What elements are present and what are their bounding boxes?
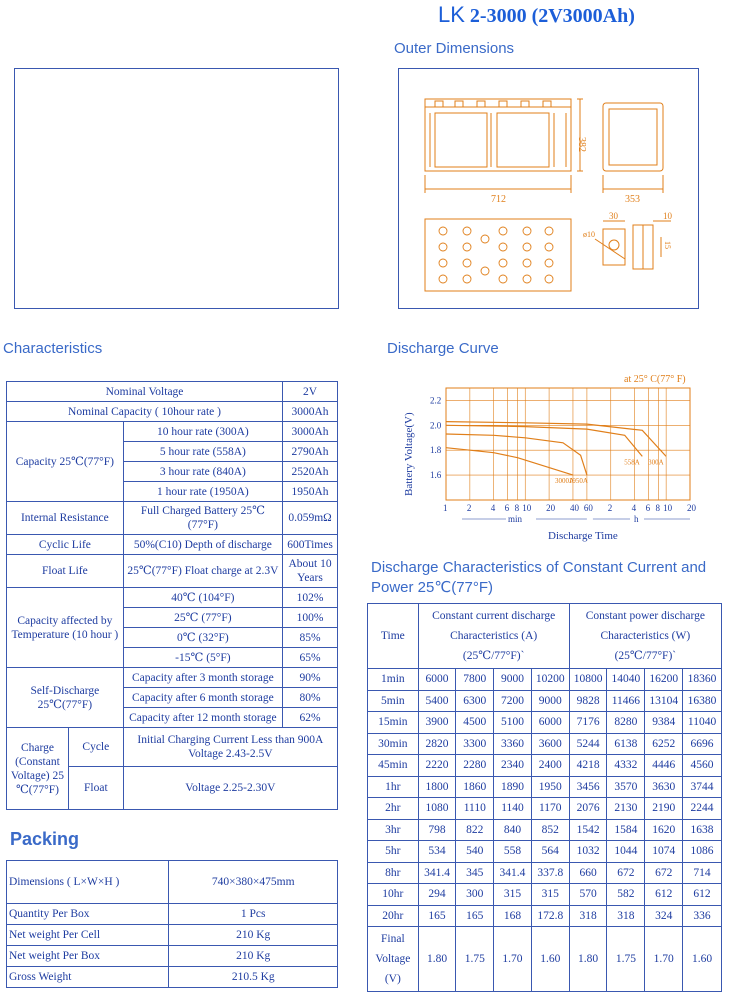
value-cell: 9000 — [531, 690, 569, 712]
value-cell: 1074 — [645, 841, 683, 863]
table-row — [7, 382, 338, 402]
table-row — [7, 946, 338, 967]
self-discharge-label: Self-Discharge 25℃(77°F) — [7, 668, 124, 728]
value-cell: 1584 — [607, 819, 645, 841]
final-voltage-value: 1.80 — [418, 927, 456, 992]
value-cell: 3570 — [607, 776, 645, 798]
packing-value: 740×380×475mm — [169, 861, 338, 904]
time-cell: 20hr — [368, 905, 419, 927]
dimension-drawing — [398, 68, 699, 309]
length-dim-label: 712 — [491, 194, 506, 205]
final-voltage-value: 1.75 — [607, 927, 645, 992]
y-tick-label: 2.2 — [430, 395, 442, 406]
value-cell: 6696 — [683, 733, 722, 755]
value-cell: 318 — [569, 905, 607, 927]
final-voltage-row — [368, 927, 722, 992]
value-cell: 2076 — [569, 798, 607, 820]
value-cell: 582 — [607, 884, 645, 906]
value-cell: 1086 — [683, 841, 722, 863]
value-cell: 2400 — [531, 755, 569, 777]
self-discharge-value: 62% — [283, 708, 338, 728]
x-tick-label: 10 — [663, 503, 673, 513]
value-cell: 558 — [494, 841, 532, 863]
value-cell: 1110 — [456, 798, 494, 820]
float-life-label: Float Life — [7, 555, 124, 588]
table-row — [7, 967, 338, 988]
table-row — [368, 776, 722, 798]
value-cell: 14040 — [607, 669, 645, 691]
temperature-value: 100% — [283, 608, 338, 628]
temperature-cond: 25℃ (77°F) — [123, 608, 282, 628]
table-row — [368, 712, 722, 734]
value-cell: 4332 — [607, 755, 645, 777]
series-line-3000A — [446, 448, 573, 475]
table-row — [368, 733, 722, 755]
capacity-value: 2790Ah — [283, 442, 338, 462]
x-axis-label: Discharge Time — [548, 530, 618, 542]
value-cell: 534 — [418, 841, 456, 863]
terminal-dim-30: 30 — [609, 211, 618, 221]
terminal-dim-10: 10 — [663, 211, 672, 221]
temperature-cond: 40℃ (104°F) — [123, 588, 282, 608]
x-tick-label: 2 — [466, 503, 472, 513]
self-discharge-cond: Capacity after 12 month storage — [123, 708, 282, 728]
final-voltage-value: 1.70 — [494, 927, 532, 992]
packing-label: Net weight Per Cell — [7, 925, 169, 946]
value-cell: 1620 — [645, 819, 683, 841]
time-cell: 8hr — [368, 862, 419, 884]
x-tick-label: 2 — [607, 503, 613, 513]
value-cell: 5400 — [418, 690, 456, 712]
table-row — [368, 905, 722, 927]
value-cell: 341.4 — [494, 862, 532, 884]
x-tick-label: 6 — [504, 503, 510, 513]
series-label: 3000A — [554, 477, 575, 486]
capacity-rate: 1 hour rate (1950A) — [123, 482, 282, 502]
x-tick-label: 10 — [522, 503, 532, 513]
cycle-life-cond: 50%(C10) Depth of discharge — [123, 535, 282, 555]
final-voltage-value: 1.60 — [683, 927, 722, 992]
value-cell: 798 — [418, 819, 456, 841]
table-row — [7, 668, 338, 688]
table-row — [7, 588, 338, 608]
x-tick-label: 8 — [655, 503, 660, 513]
time-cell: 5hr — [368, 841, 419, 863]
value-cell: 6300 — [456, 690, 494, 712]
capacity-rate: 5 hour rate (558A) — [123, 442, 282, 462]
value-cell: 345 — [456, 862, 494, 884]
capacity-value: 2520Ah — [283, 462, 338, 482]
value-cell: 18360 — [683, 669, 722, 691]
x-tick-label: 8 — [514, 503, 520, 513]
value-cell: 172.8 — [531, 905, 569, 927]
final-voltage-value: 1.80 — [569, 927, 607, 992]
time-cell: 15min — [368, 712, 419, 734]
value-cell: 2244 — [683, 798, 722, 820]
charge-label: Charge (Constant Voltage) 25 ℃(77°F) — [7, 728, 69, 810]
cycle-life-label: Cyclic Life — [7, 535, 124, 555]
time-header: Time — [368, 604, 419, 669]
value-cell: 5100 — [494, 712, 532, 734]
value-cell: 315 — [494, 884, 532, 906]
nominal-capacity-value: 3000Ah — [283, 402, 338, 422]
value-cell: 564 — [531, 841, 569, 863]
time-cell: 10hr — [368, 884, 419, 906]
discharge-characteristics-heading: Discharge Characteristics of Constant Current and Power 25℃(77°F) — [371, 559, 707, 596]
temperature-value: 85% — [283, 628, 338, 648]
packing-heading: Packing — [10, 829, 80, 849]
packing-value: 210.5 Kg — [169, 967, 338, 988]
temperature-value: 65% — [283, 648, 338, 668]
table-row — [368, 669, 722, 691]
value-cell: 10800 — [569, 669, 607, 691]
value-cell: 7200 — [494, 690, 532, 712]
value-cell: 6138 — [607, 733, 645, 755]
value-cell: 2820 — [418, 733, 456, 755]
height-dim-label: 382 — [576, 137, 587, 152]
float-life-cond: 25℃(77°F) Float charge at 2.3V — [123, 555, 282, 588]
x-unit-h: h — [634, 514, 639, 524]
y-tick-label: 1.8 — [430, 445, 442, 456]
value-cell: 540 — [456, 841, 494, 863]
value-cell: 2130 — [607, 798, 645, 820]
table-row — [7, 502, 338, 535]
value-cell: 324 — [645, 905, 683, 927]
value-cell: 300 — [456, 884, 494, 906]
value-cell: 168 — [494, 905, 532, 927]
self-discharge-value: 80% — [283, 688, 338, 708]
y-tick-label: 2.0 — [430, 420, 442, 431]
value-cell: 337.8 — [531, 862, 569, 884]
power-header: Constant power discharge Characteristics (W) (25℃/77°F)` — [569, 604, 721, 669]
value-cell: 11466 — [607, 690, 645, 712]
value-cell: 16380 — [683, 690, 722, 712]
table-row — [368, 862, 722, 884]
value-cell: 318 — [607, 905, 645, 927]
value-cell: 570 — [569, 884, 607, 906]
x-tick-label: 20 — [546, 503, 556, 513]
value-cell: 1860 — [456, 776, 494, 798]
series-label: 1950A — [568, 477, 588, 486]
table-row — [368, 798, 722, 820]
value-cell: 5244 — [569, 733, 607, 755]
capacity-value: 1950Ah — [283, 482, 338, 502]
time-cell: 1hr — [368, 776, 419, 798]
value-cell: 9384 — [645, 712, 683, 734]
charge-float-value: Voltage 2.25-2.30V — [123, 767, 337, 810]
value-cell: 1638 — [683, 819, 722, 841]
capacity-rate: 3 hour rate (840A) — [123, 462, 282, 482]
table-row — [368, 690, 722, 712]
value-cell: 852 — [531, 819, 569, 841]
x-tick-label: 6 — [645, 503, 651, 513]
capacity-value: 3000Ah — [283, 422, 338, 442]
value-cell: 341.4 — [418, 862, 456, 884]
characteristics-table-wrap — [6, 381, 338, 810]
table-row — [7, 904, 338, 925]
value-cell: 612 — [645, 884, 683, 906]
value-cell: 2220 — [418, 755, 456, 777]
value-cell: 4446 — [645, 755, 683, 777]
packing-table — [6, 860, 338, 988]
cycle-life-value: 600Times — [283, 535, 338, 555]
series-label: 558A — [624, 458, 640, 467]
table-row — [7, 925, 338, 946]
value-cell: 165 — [456, 905, 494, 927]
value-cell: 13104 — [645, 690, 683, 712]
outer-dimensions-heading: Outer Dimensions — [394, 40, 515, 57]
value-cell: 822 — [456, 819, 494, 841]
time-cell: 30min — [368, 733, 419, 755]
value-cell: 1800 — [418, 776, 456, 798]
value-cell: 3900 — [418, 712, 456, 734]
self-discharge-cond: Capacity after 6 month storage — [123, 688, 282, 708]
x-tick-label: 1 — [443, 503, 448, 513]
table-row — [7, 861, 338, 904]
value-cell: 1890 — [494, 776, 532, 798]
discharge-table-wrap — [367, 603, 722, 992]
capacity-rate: 10 hour rate (300A) — [123, 422, 282, 442]
table-row — [7, 728, 338, 767]
value-cell: 6000 — [418, 669, 456, 691]
charge-float-label: Float — [68, 767, 123, 810]
value-cell: 336 — [683, 905, 722, 927]
width-dim-label: 353 — [625, 194, 640, 205]
x-tick-label: 60 — [583, 503, 593, 513]
packing-label: Gross Weight — [7, 967, 169, 988]
terminal-dim-15: 15 — [663, 241, 672, 249]
packing-label: Net weight Per Box — [7, 946, 169, 967]
value-cell: 294 — [418, 884, 456, 906]
y-tick-label: 1.6 — [430, 470, 442, 481]
series-label: 300A — [648, 458, 664, 467]
nominal-voltage-value: 2V — [283, 382, 338, 402]
table-row — [368, 819, 722, 841]
value-cell: 7800 — [456, 669, 494, 691]
chart-title: at 25° C(77° F) — [624, 374, 686, 385]
value-cell: 3744 — [683, 776, 722, 798]
internal-resistance-value: 0.059mΩ — [283, 502, 338, 535]
internal-resistance-label: Internal Resistance — [7, 502, 124, 535]
value-cell: 16200 — [645, 669, 683, 691]
value-cell: 1032 — [569, 841, 607, 863]
value-cell: 165 — [418, 905, 456, 927]
x-tick-label: 4 — [631, 503, 637, 513]
value-cell: 10200 — [531, 669, 569, 691]
packing-label: Quantity Per Box — [7, 904, 169, 925]
value-cell: 4560 — [683, 755, 722, 777]
time-cell: 45min — [368, 755, 419, 777]
packing-value: 210 Kg — [169, 946, 338, 967]
value-cell: 3360 — [494, 733, 532, 755]
table-row — [368, 755, 722, 777]
temperature-cond: -15℃ (5°F) — [123, 648, 282, 668]
discharge-table — [367, 603, 722, 992]
value-cell: 2340 — [494, 755, 532, 777]
value-cell: 11040 — [683, 712, 722, 734]
time-cell: 2hr — [368, 798, 419, 820]
x-tick-label: 4 — [490, 503, 496, 513]
value-cell: 3630 — [645, 776, 683, 798]
packing-table-wrap — [6, 860, 338, 988]
discharge-curve-chart — [398, 364, 708, 554]
value-cell: 9000 — [494, 669, 532, 691]
table-row — [7, 402, 338, 422]
packing-label: Dimensions ( L×W×H ) — [7, 861, 169, 904]
value-cell: 4500 — [456, 712, 494, 734]
value-cell: 1542 — [569, 819, 607, 841]
value-cell: 6252 — [645, 733, 683, 755]
value-cell: 1950 — [531, 776, 569, 798]
value-cell: 1170 — [531, 798, 569, 820]
page-title: LK 2-3000 (2V3000Ah) — [438, 2, 635, 27]
value-cell: 660 — [569, 862, 607, 884]
x-tick-label: 40 — [569, 503, 579, 513]
discharge-curve-svg — [398, 364, 708, 554]
final-voltage-value: 1.70 — [645, 927, 683, 992]
value-cell: 8280 — [607, 712, 645, 734]
value-cell: 3456 — [569, 776, 607, 798]
terminal-dim-dia: ø10 — [583, 230, 595, 239]
final-voltage-value: 1.60 — [531, 927, 569, 992]
y-axis-label: Battery Voltage(V) — [403, 412, 415, 496]
value-cell: 7176 — [569, 712, 607, 734]
value-cell: 840 — [494, 819, 532, 841]
time-cell: 1min — [368, 669, 419, 691]
x-tick-label: 20 — [687, 503, 696, 513]
value-cell: 1044 — [607, 841, 645, 863]
value-cell: 315 — [531, 884, 569, 906]
temperature-label: Capacity affected by Temperature (10 hour ) — [7, 588, 124, 668]
table-header-row — [368, 604, 722, 669]
time-cell: 3hr — [368, 819, 419, 841]
current-header: Constant current discharge Characteristics (A) (25℃/77°F)` — [418, 604, 569, 669]
self-discharge-cond: Capacity after 3 month storage — [123, 668, 282, 688]
final-voltage-value: 1.75 — [456, 927, 494, 992]
packing-value: 1 Pcs — [169, 904, 338, 925]
charge-cycle-value: Initial Charging Current Less than 900A Voltage 2.43-2.5V — [123, 728, 337, 767]
value-cell: 3300 — [456, 733, 494, 755]
table-row — [368, 841, 722, 863]
temperature-cond: 0℃ (32°F) — [123, 628, 282, 648]
value-cell: 672 — [645, 862, 683, 884]
product-photo-frame — [14, 68, 339, 309]
packing-value: 210 Kg — [169, 925, 338, 946]
value-cell: 3600 — [531, 733, 569, 755]
value-cell: 4218 — [569, 755, 607, 777]
discharge-curve-heading: Discharge Curve — [387, 340, 499, 357]
nominal-capacity-label: Nominal Capacity ( 10hour rate ) — [7, 402, 283, 422]
characteristics-table — [6, 381, 338, 810]
series-line-1950A — [446, 434, 587, 475]
time-cell: 5min — [368, 690, 419, 712]
table-row — [368, 884, 722, 906]
value-cell: 1140 — [494, 798, 532, 820]
value-cell: 1080 — [418, 798, 456, 820]
value-cell: 672 — [607, 862, 645, 884]
table-row — [7, 535, 338, 555]
characteristics-heading: Characteristics — [3, 340, 103, 357]
table-row — [7, 555, 338, 588]
capacity-label: Capacity 25℃(77°F) — [7, 422, 124, 502]
self-discharge-value: 90% — [283, 668, 338, 688]
table-row — [7, 422, 338, 442]
dimension-drawing-svg — [399, 69, 698, 308]
value-cell: 9828 — [569, 690, 607, 712]
value-cell: 612 — [683, 884, 722, 906]
temperature-value: 102% — [283, 588, 338, 608]
x-unit-min: min — [508, 514, 523, 524]
value-cell: 2190 — [645, 798, 683, 820]
float-life-value: About 10 Years — [283, 555, 338, 588]
value-cell: 714 — [683, 862, 722, 884]
nominal-voltage-label: Nominal Voltage — [7, 382, 283, 402]
value-cell: 6000 — [531, 712, 569, 734]
value-cell: 2280 — [456, 755, 494, 777]
internal-resistance-cond: Full Charged Battery 25℃ (77°F) — [123, 502, 282, 535]
final-voltage-label: Final Voltage (V) — [368, 927, 419, 992]
charge-cycle-label: Cycle — [68, 728, 123, 767]
